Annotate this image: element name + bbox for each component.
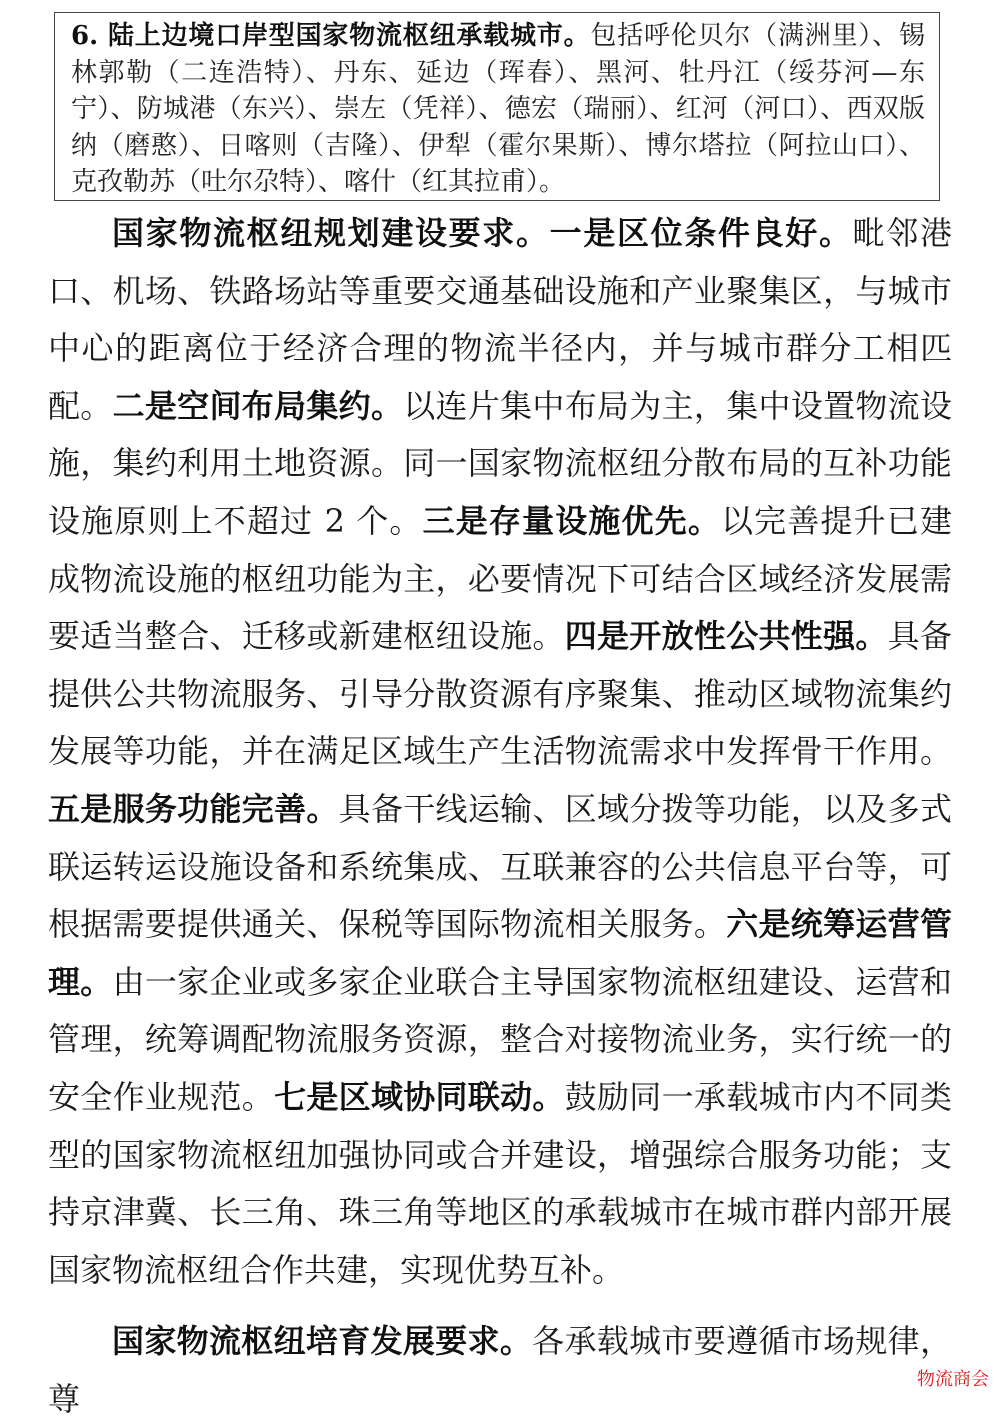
requirement-7-title: 七是区域协同联动。 xyxy=(274,1077,565,1116)
construction-lead: 国家物流枢纽规划建设要求。 xyxy=(112,214,550,252)
cultivation-paragraph xyxy=(48,1313,952,1428)
requirement-1-text: 毗邻港口、机场、铁路场站等重要交通基础设施和产业聚集区，与城市中心的距离位于经济合理的物流半径内，并与城市群分工相匹配。 xyxy=(48,214,952,425)
cultivation-text: 各承载城市要遵循市场规律，尊 xyxy=(48,1322,952,1418)
requirement-7-text: 鼓励同一承载城市内不同类型的国家物流枢纽加强协同或合并建设，增强综合服务功能；支持京津冀、长三角、珠三角等地区的承载城市在城市群内部开展国家物流枢纽合作共建，实现优势互补。 xyxy=(48,1077,952,1289)
requirement-5-text: 具备干线运输、区域分拨等功能，以及多式联运转运设施设备和系统集成、互联兼容的公共信息平台等，可根据需要提供通关、保税等国际物流相关服务。 xyxy=(48,789,952,944)
watermark-text: 物流商会 xyxy=(917,1369,989,1390)
requirement-6-text: 由一家企业或多家企业联合主导国家物流枢纽建设、运营和管理，统筹调配物流服务资源，整合对接物流业务，实行统一的安全作业规范。 xyxy=(48,962,952,1116)
body-text xyxy=(48,205,952,1428)
requirement-5-title: 五是服务功能完善。 xyxy=(48,789,339,828)
construction-paragraph xyxy=(48,205,952,1299)
requirement-3-title: 三是存量设施优先。 xyxy=(422,501,722,540)
requirement-2-text: 以连片集中布局为主，集中设置物流设施，集约利用土地资源。同一国家物流枢纽分散布局的互补功能设施原则上不超过 2 个。 xyxy=(48,386,952,540)
requirement-1-title: 一是区位条件良好。 xyxy=(549,214,853,252)
cultivation-lead: 国家物流枢纽培育发展要求。 xyxy=(112,1322,533,1361)
boxed-note xyxy=(54,12,940,201)
requirement-4-title: 四是开放性公共性强。 xyxy=(564,617,888,656)
requirement-6-title: 六是统筹运营管理。 xyxy=(48,905,952,1001)
requirement-3-text: 以完善提升已建成物流设施的枢纽功能为主，必要情况下可结合区域经济发展需要适当整合、迁移或新建枢纽设施。 xyxy=(48,501,952,656)
requirement-2-title: 二是空间布局集约。 xyxy=(112,386,404,425)
requirement-4-text: 具备提供公共物流服务、引导分散资源有序聚集、推动区域物流集约发展等功能，并在满足区域生产生活物流需求中发挥骨干作用。 xyxy=(48,617,952,771)
boxed-note-heading: 6. 陆上边境口岸型国家物流枢纽承载城市。 xyxy=(71,21,591,51)
boxed-note-text: 包括呼伦贝尔（满洲里）、锡林郭勒（二连浩特）、丹东、延边（珲春）、黑河、牡丹江（绥芬河—东宁）、防城港（东兴）、崇左（凭祥）、德宏（瑞丽）、红河（河口）、西双版纳（磨憨）、日喀则（吉隆）、伊犁（霍尔果斯）、博尔塔拉（阿拉山口）、克孜勒苏（吐尔尕特）、喀什（红其拉甫）。 xyxy=(71,21,925,197)
